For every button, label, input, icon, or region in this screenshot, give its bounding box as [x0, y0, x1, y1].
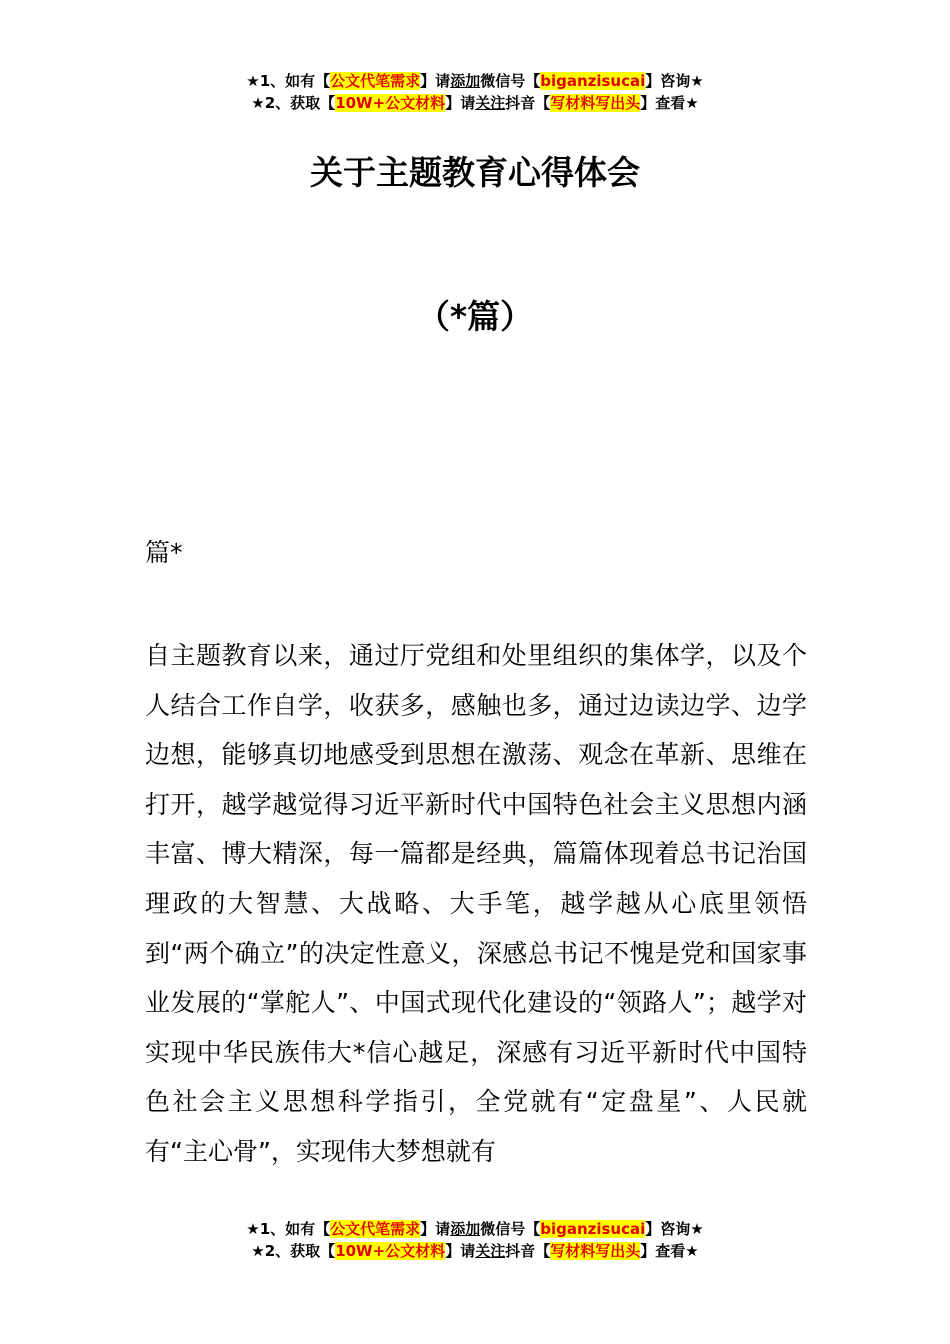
banner-text: 抖音【	[505, 94, 551, 112]
banner-highlight: biganzisucai	[540, 1220, 646, 1238]
banner-line-1	[0, 70, 950, 92]
banner-highlight: 写材料写出头	[550, 1242, 641, 1260]
document-subtitle: （*篇）	[416, 297, 534, 336]
banner-text: 】查看★	[640, 1242, 699, 1260]
header-banner	[0, 70, 950, 114]
banner-text: 】咨询★	[645, 1220, 704, 1238]
banner-text: 】请	[445, 1242, 476, 1260]
banner-text: 】请	[420, 1220, 451, 1238]
footer-banner	[0, 1218, 950, 1262]
banner-line-1	[0, 1218, 950, 1240]
banner-underline: 添加	[450, 72, 481, 90]
banner-text: 】咨询★	[645, 72, 704, 90]
banner-highlight: biganzisucai	[540, 72, 646, 90]
banner-underline: 添加	[450, 1220, 481, 1238]
banner-text: 微信号【	[480, 1220, 541, 1238]
banner-text: ★2、获取【	[251, 1242, 336, 1260]
banner-line-2	[0, 92, 950, 114]
section-label: 篇*	[145, 538, 183, 567]
document-title: 关于主题教育心得体会	[310, 153, 640, 192]
banner-text: ★2、获取【	[251, 94, 336, 112]
banner-highlight: 10W+公文材料	[335, 94, 446, 112]
banner-highlight: 公文代笔需求	[330, 72, 421, 90]
banner-underline: 关注	[475, 1242, 506, 1260]
banner-highlight: 10W+公文材料	[335, 1242, 446, 1260]
banner-text: 】请	[445, 94, 476, 112]
banner-highlight: 公文代笔需求	[330, 1220, 421, 1238]
banner-text: ★1、如有【	[246, 1220, 331, 1238]
banner-line-2	[0, 1240, 950, 1262]
banner-text: 微信号【	[480, 72, 541, 90]
banner-text: 】查看★	[640, 94, 699, 112]
banner-underline: 关注	[475, 94, 506, 112]
body-paragraph: 自主题教育以来，通过厅党组和处里组织的集体学，以及个人结合工作自学，收获多，感触也多，通过边读边学、边学边想，能够真切地感受到思想在激荡、观念在革新、思维在打开，越学越觉得习近平新时代中国特色社会主义思想内涵丰富、博大精深，每一篇都是经典，篇篇体现着总书记治国理政的大智慧、大战略、大手笔，越学越从心底里领悟到“两个确立”的决定性意义，深感总书记不愧是党和国家事业发展的“掌舵人”、中国式现代化建设的“领路人”；越学对实现中华民族伟大*信心越足，深感有习近平新时代中国特色社会主义思想科学指引，全党就有“定盘星”、人民就有“主心骨”，实现伟大梦想就有	[145, 641, 807, 1166]
banner-text: 抖音【	[505, 1242, 551, 1260]
banner-text: ★1、如有【	[246, 72, 331, 90]
banner-highlight: 写材料写出头	[550, 94, 641, 112]
banner-text: 】请	[420, 72, 451, 90]
